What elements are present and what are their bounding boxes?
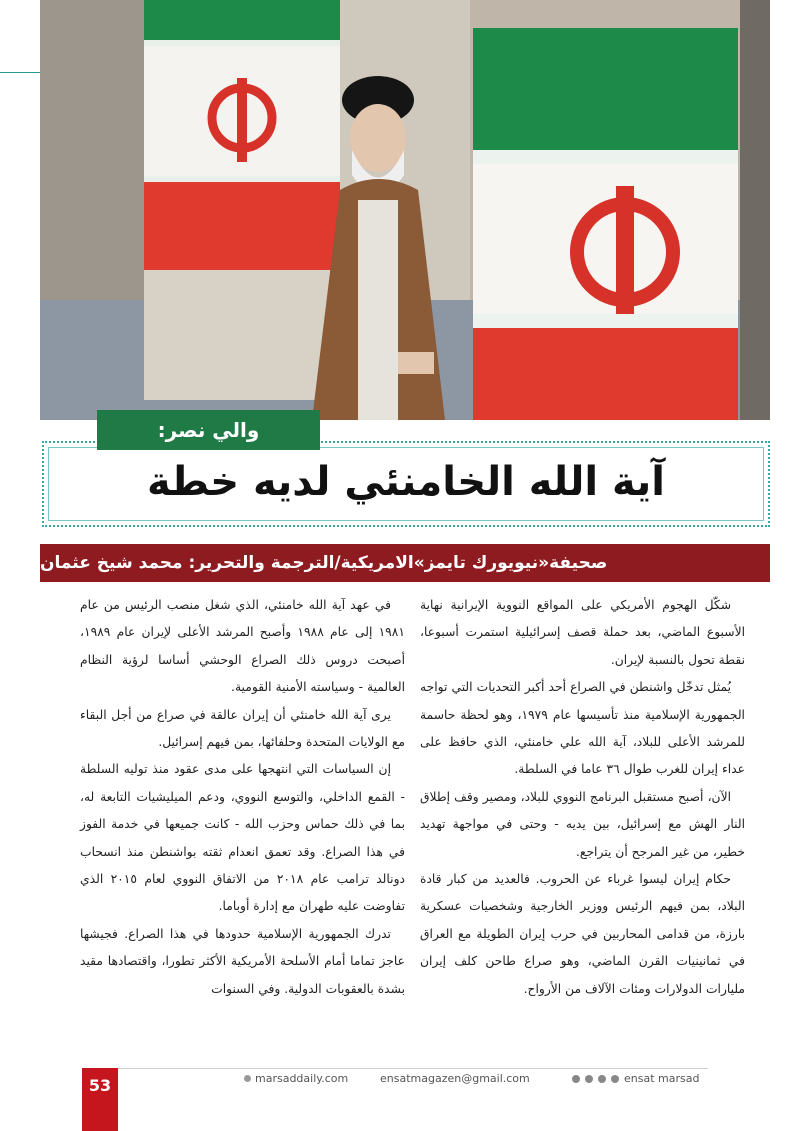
email-text: ensatmagazen@gmail.com	[380, 1072, 530, 1085]
paragraph: يرى آية الله خامنئي أن إيران عالقة في صراع من أجل البقاء مع الولايات المتحدة وحلفائها، بمن فيهم إسرائيل.	[80, 707, 405, 750]
top-accent-rule	[0, 72, 40, 73]
article-column-right	[420, 592, 745, 1003]
author-kicker: والي نصر:	[97, 410, 320, 450]
youtube-icon	[611, 1075, 619, 1083]
footer-rule	[118, 1068, 708, 1069]
twitter-icon	[585, 1075, 593, 1083]
globe-icon	[244, 1075, 251, 1082]
facebook-icon	[572, 1075, 580, 1083]
paragraph: يُمثل تدخّل واشنطن في الصراع أحد أكبر التحديات التي تواجه الجمهورية الإسلامية منذ تأسيسها عام ١٩٧٩، وهو لحظة حاسمة للمرشد الأعلى للبلاد، آية الله علي خامنئي، الذي حافظ على عداء إيران للغرب طوال ٣٦ عاما في السلطة.	[420, 680, 745, 777]
article-headline: آية الله الخامنئي لديه خطة	[147, 459, 665, 505]
instagram-icon	[598, 1075, 606, 1083]
paragraph: في عهد آية الله خامنئي، الذي شغل منصب الرئيس من عام ١٩٨١ إلى عام ١٩٨٨ وأصبح المرشد الأعلى لإيران عام ١٩٨٩، أصبحت دروس ذلك الصراع الوحشي أساسا لرؤية النظام العالمية - وسياسته الأمنية القومية.	[80, 598, 405, 695]
paragraph: حكام إيران ليسوا غرباء عن الحروب. فالعديد من كبار قادة البلاد، بمن فيهم الرئيس ووزير الخارجية وشخصيات عسكرية بارزة، من قدامى المحاربين في حرب إيران الطويلة مع العراق في ثمانينيات القرن الماضي، وهو صراع طاحن كلف إيران مليارات الدولارات ومئات الآلاف من الأرواح.	[420, 872, 745, 996]
source-bar	[40, 544, 770, 582]
footer-email[interactable]	[380, 1072, 530, 1085]
footer-social[interactable]	[572, 1072, 699, 1085]
article-column-left	[80, 592, 405, 1003]
paragraph: إن السياسات التي انتهجها على مدى عقود منذ توليه السلطة - القمع الداخلي، والتوسع النووي، ودعم الميليشيات التابعة له، بما في ذلك حماس وحزب الله - كانت جميعها في خدمة الفوز في هذا الصراع. وقد تعمق انعدام ثقته بواشنطن منذ انسحاب دونالد ترامب عام ٢٠١٨ من الاتفاق النووي لعام ٢٠١٥ الذي تفاوضت عليه طهران مع إدارة أوباما.	[80, 762, 405, 914]
footer-website[interactable]	[244, 1072, 348, 1085]
page-number: 53	[82, 1068, 118, 1131]
cover-photo	[40, 0, 770, 420]
headline-frame	[42, 441, 770, 527]
source-credit: صحيفة«نيويورك تايمز»الامريكية/الترجمة والتحرير: محمد شيخ عثمان	[40, 553, 608, 573]
website-text: marsaddaily.com	[255, 1072, 349, 1085]
paragraph: الآن، أصبح مستقبل البرنامج النووي للبلاد، ومصير وقف إطلاق النار الهش مع إسرائيل، بين يديه - وحتى في مواجهة تهديد خطير، من غير المرجح أن يتراجع.	[420, 789, 745, 859]
paragraph: تدرك الجمهورية الإسلامية حدودها في هذا الصراع. فجيشها عاجز تماما أمام الأسلحة الأمريكية الأكثر تطورا، واقتصادها مقيد بشدة بالعقوبات الدولية. وفي السنوات	[80, 926, 405, 996]
paragraph: شكّل الهجوم الأمريكي على المواقع النووية الإيرانية نهاية الأسبوع الماضي، بعد حملة قصف إسرائيلية استمرت أسبوعا، نقطة تحول بالنسبة لإيران.	[420, 598, 745, 667]
social-handle: ensat marsad	[624, 1072, 700, 1085]
